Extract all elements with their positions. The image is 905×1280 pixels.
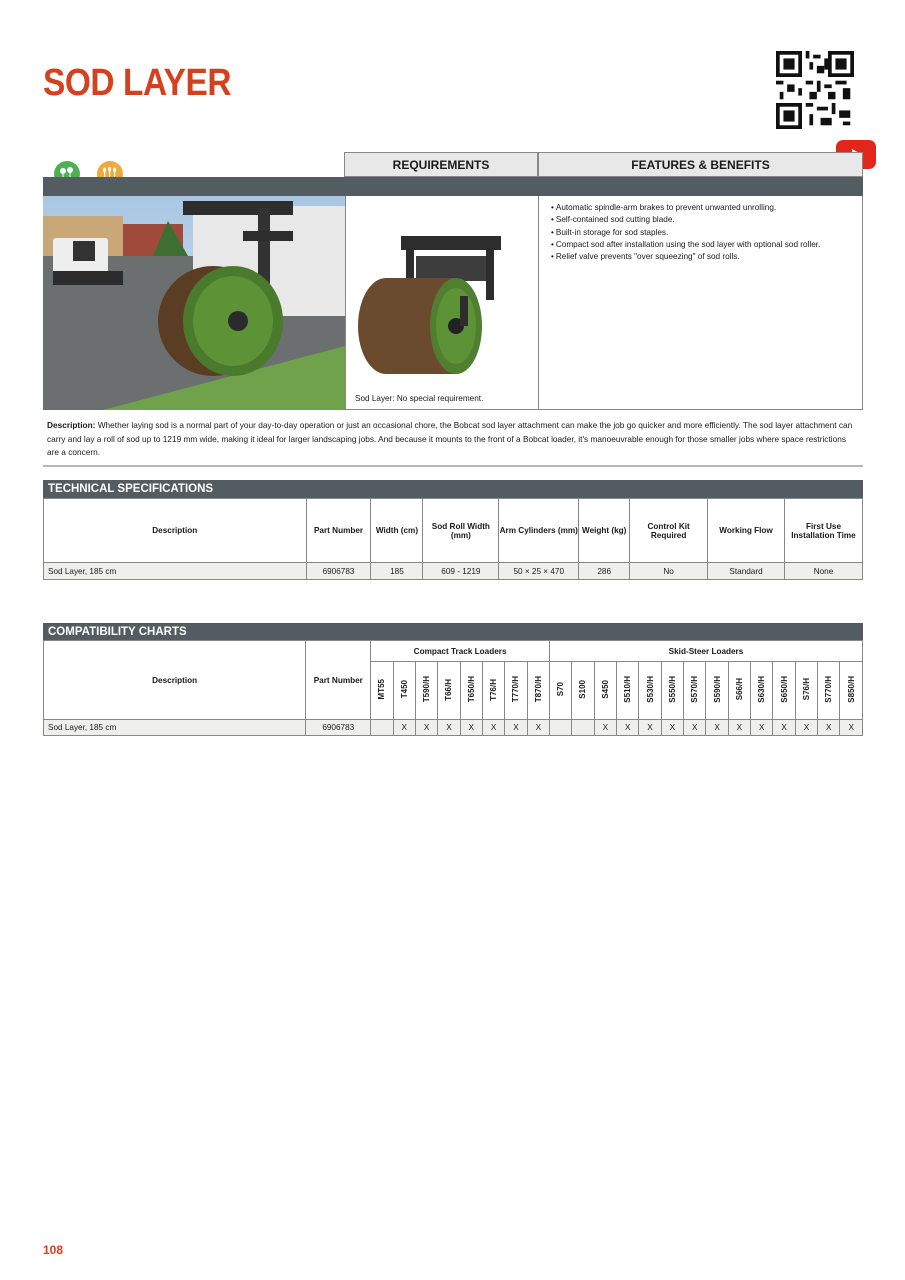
table-cell: Sod Layer, 185 cm: [44, 563, 307, 580]
model-header: [795, 662, 817, 720]
compat-mark: X: [460, 720, 482, 736]
table-cell: 609 - 1219: [423, 563, 499, 580]
model-header: [505, 662, 527, 720]
page-number: 108: [43, 1243, 64, 1257]
model-label: S770/H: [824, 676, 834, 703]
compat-mark: X: [505, 720, 527, 736]
model-label: S450: [600, 680, 610, 699]
model-label: T870/H: [533, 676, 543, 703]
product-photo-sod-layer-in-use: [43, 196, 345, 410]
group-header-track: Compact Track Loaders: [371, 641, 550, 662]
model-header: [482, 662, 504, 720]
column-header: Description: [44, 499, 307, 563]
tech-specs-title: TECHNICAL SPECIFICATIONS: [43, 480, 863, 498]
description-text: Whether laying sod is a normal part of your day-to-day operation or just an occasional chore, the Bobcat sod layer attachment can make the job go quicker and more efficiently. The sod layer attachment can carry and lay a roll of sod up to 1219 mm wide, making it ideal for larger landscaping jobs. And because it mounts to the front of a Bobcat loader, it's manoeuvrable enough for those smaller jobs where space restrictions are a concern.: [47, 420, 853, 457]
compat-mark: X: [728, 720, 750, 736]
compat-mark: X: [840, 720, 863, 736]
column-header: Control Kit Required: [630, 499, 708, 563]
compat-mark: X: [684, 720, 706, 736]
header-band: [43, 177, 863, 196]
page-title: SOD LAYER: [43, 62, 232, 104]
model-label: T76/H: [489, 678, 499, 701]
compatibility-table: [43, 640, 863, 736]
column-header: Weight (kg): [579, 499, 630, 563]
column-header: First Use Installation Time: [784, 499, 862, 563]
model-header: [661, 662, 683, 720]
model-header: [572, 662, 594, 720]
table-row: [44, 720, 863, 736]
feature-item: • Compact sod after installation using the sod layer with optional sod roller.: [551, 239, 862, 251]
model-header: [684, 662, 706, 720]
description-label: Description:: [47, 420, 96, 430]
model-header: [393, 662, 415, 720]
model-header: [460, 662, 482, 720]
model-label: S66/H: [734, 678, 744, 701]
model-header: [549, 662, 571, 720]
compat-mark: X: [482, 720, 504, 736]
qr-code-icon[interactable]: [776, 51, 854, 129]
column-header: Working Flow: [708, 499, 785, 563]
group-header-skid: Skid-Steer Loaders: [549, 641, 862, 662]
compat-mark: X: [438, 720, 460, 736]
table-cell: No: [630, 563, 708, 580]
model-header: [438, 662, 460, 720]
model-label: MT55: [377, 679, 387, 700]
compat-mark: [572, 720, 594, 736]
column-header: Part Number: [306, 641, 371, 720]
compat-mark: X: [706, 720, 728, 736]
table-cell: 185: [371, 563, 423, 580]
compatibility-title: COMPATIBILITY CHARTS: [43, 623, 863, 641]
table-cell: Standard: [708, 563, 785, 580]
table-cell: Sod Layer, 185 cm: [44, 720, 306, 736]
model-header: [639, 662, 661, 720]
model-label: T66/H: [444, 678, 454, 701]
description-paragraph: [47, 419, 859, 460]
table-cell: 286: [579, 563, 630, 580]
feature-item: • Self-contained sod cutting blade.: [551, 214, 862, 226]
column-header: Description: [44, 641, 306, 720]
table-cell: 50 × 25 × 470: [499, 563, 579, 580]
column-header: Part Number: [306, 499, 371, 563]
model-label: T650/H: [466, 676, 476, 703]
column-header: Sod Roll Width (mm): [423, 499, 499, 563]
features-list: [551, 202, 862, 263]
compat-mark: X: [818, 720, 840, 736]
compat-mark: X: [661, 720, 683, 736]
model-header: [371, 662, 393, 720]
model-label: S630/H: [757, 676, 767, 703]
requirements-box: [345, 196, 538, 410]
model-label: S590/H: [712, 676, 722, 703]
compat-mark: [549, 720, 571, 736]
table-cell: 6906783: [306, 720, 371, 736]
feature-item: • Built-in storage for sod staples.: [551, 227, 862, 239]
requirements-header: REQUIREMENTS: [344, 152, 538, 177]
features-box: [538, 196, 863, 410]
feature-item: • Relief valve prevents "over squeezing" of sod rolls.: [551, 251, 862, 263]
compat-mark: X: [617, 720, 639, 736]
model-header: [415, 662, 437, 720]
model-label: S76/H: [801, 678, 811, 701]
model-header: [617, 662, 639, 720]
features-header: FEATURES & BENEFITS: [538, 152, 863, 177]
model-header: [751, 662, 773, 720]
model-label: S850/H: [846, 676, 856, 703]
model-header: [728, 662, 750, 720]
model-label: S650/H: [779, 676, 789, 703]
compat-mark: X: [795, 720, 817, 736]
requirements-caption: Sod Layer: No special requirement.: [355, 394, 484, 403]
model-label: T450: [399, 680, 409, 699]
tech-specs-table: [43, 498, 863, 580]
model-label: S550/H: [667, 676, 677, 703]
model-label: T770/H: [511, 676, 521, 703]
column-header: Width (cm): [371, 499, 423, 563]
compat-mark: X: [415, 720, 437, 736]
model-label: S530/H: [645, 676, 655, 703]
table-header-row: [44, 499, 863, 563]
model-label: S70: [556, 682, 566, 697]
model-header: [594, 662, 616, 720]
model-label: S570/H: [690, 676, 700, 703]
model-header: [818, 662, 840, 720]
compat-mark: X: [527, 720, 549, 736]
group-header-row: [44, 641, 863, 662]
model-label: S100: [578, 680, 588, 699]
compat-mark: X: [639, 720, 661, 736]
model-label: T590/H: [422, 676, 432, 703]
compat-mark: X: [393, 720, 415, 736]
product-photo-sod-layer-attachment: [346, 196, 538, 386]
compat-mark: [371, 720, 393, 736]
table-cell: None: [784, 563, 862, 580]
feature-item: • Automatic spindle-arm brakes to prevent unwanted unrolling.: [551, 202, 862, 214]
compat-mark: X: [594, 720, 616, 736]
compat-mark: X: [773, 720, 795, 736]
column-header: Arm Cylinders (mm): [499, 499, 579, 563]
model-header: [773, 662, 795, 720]
model-header: [527, 662, 549, 720]
table-row: [44, 563, 863, 580]
table-cell: 6906783: [306, 563, 371, 580]
model-header: [840, 662, 863, 720]
divider: [43, 465, 863, 467]
model-label: S510/H: [623, 676, 633, 703]
model-header: [706, 662, 728, 720]
compat-mark: X: [751, 720, 773, 736]
